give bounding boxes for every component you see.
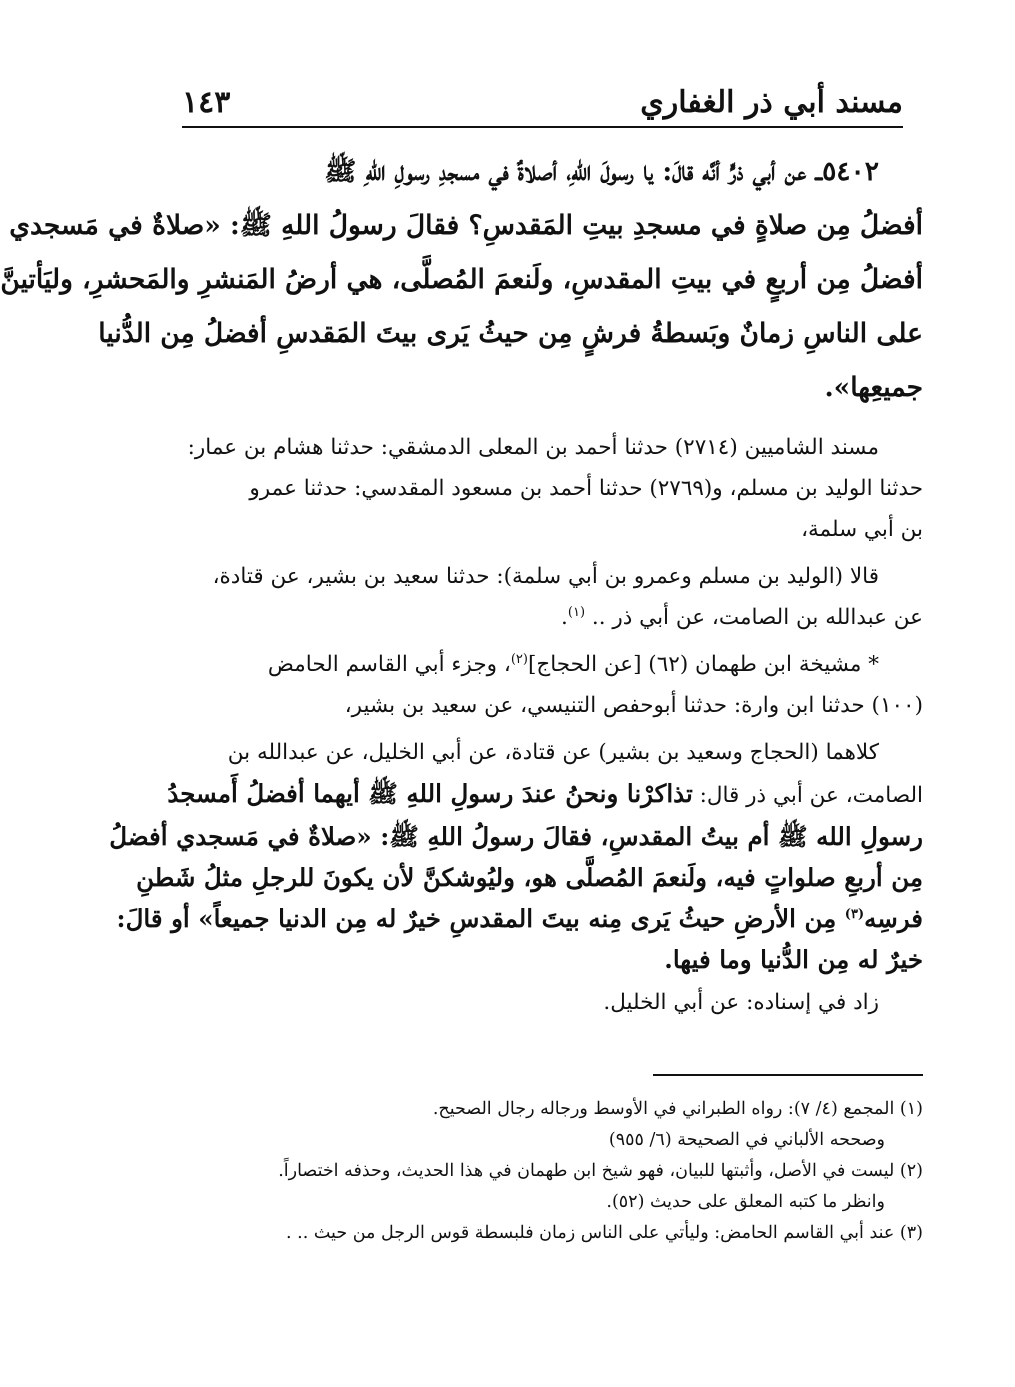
narration-line: كلاهما (الحجاج وسعيد بن بشير) عن قتادة، عن أبي الخليل، عن عبدالله بن	[227, 740, 879, 765]
footnote-2: (٢) ليست في الأصل، وأثبتها للبيان، فهو شيخ ابن طهمان في هذا الحديث، وحذفه اختصاراً.	[278, 1161, 923, 1181]
source-line: حدثنا الوليد بن مسلم، و(٢٧٦٩) حدثنا أحمد بن مسعود المقدسي: حدثنا عمرو	[249, 476, 923, 501]
hadith-line: أفضلُ مِن أربعٍ في بيتِ المقدسِ، ولَنعمَ المُصلَّى، هي أرضُ المَنشرِ والمَحشرِ، وليَأتينَّ	[0, 264, 923, 295]
source-line-text: عن عبدالله بن الصامت، عن أبي ذر ..	[591, 605, 923, 630]
footnote-separator	[653, 1074, 923, 1076]
main-text	[0, 145, 923, 1024]
source-line-text: ، وجزء أبي القاسم الحامض	[267, 652, 511, 677]
hadith-line: جميعِها».	[824, 372, 923, 403]
source-line: بن أبي سلمة،	[801, 517, 923, 542]
source-musnad-shamiyyin	[162, 427, 923, 550]
narration-line	[162, 773, 923, 816]
narration-line: مِن أربعِ صلواتٍ فيه، ولَنعمَ المُصلَّى هو، وليُوشكنَّ لأن يكونَ للرجلِ مثلُ شَطنِ	[136, 863, 923, 892]
footnotes	[150, 1094, 923, 1249]
footnote-ref-1[interactable]: (١)	[567, 604, 586, 620]
narration-line: خيرٌ له مِن الدُّنيا وما فيها.	[664, 945, 923, 974]
running-title: مسند أبي ذر الغفاري	[640, 85, 903, 120]
narration-text: فرسِه	[864, 904, 923, 933]
footnote-ref-2[interactable]: (٢)	[510, 651, 528, 667]
page-number: ١٤٣	[182, 85, 231, 120]
hadith-line: ٥٤٠٢ــ عن أبي ذرٍّ أنَّه قالَ: يا رسولَ اللهِ، أصلاةٌ في مسجدِ رسولِ اللهِ ﷺ	[324, 156, 879, 187]
footnote-ref-3[interactable]: (٣)	[844, 906, 865, 922]
footnote-1-cont: وصححه الألباني في الصحيحة (٦/ ٩٥٥)	[608, 1130, 885, 1150]
source-line	[162, 644, 923, 685]
hadith-line: أفضلُ مِن صلاةٍ في مسجدِ بيتِ المَقدسِ؟ فقالَ رسولُ اللهِ ﷺ: «صلاةٌ في مَسجدي	[9, 210, 923, 241]
source-mashyakha	[162, 644, 923, 726]
narration-line	[116, 898, 923, 939]
narration-line: رسولِ الله ﷺ أم بيتُ المقدسِ، فقالَ رسولُ اللهِ ﷺ: «صلاةٌ في مَسجدي أفضلُ	[109, 822, 923, 851]
isnad-addition: زاد في إسناده: عن أبي الخليل.	[603, 990, 879, 1015]
running-header	[182, 78, 903, 128]
source-line: مسند الشاميين (٢٧١٤) حدثنا أحمد بن المعلى الدمشقي: حدثنا هشام بن عمار:	[187, 435, 879, 460]
source-line: قالا (الوليد بن مسلم وعمرو بن أبي سلمة): حدثنا سعيد بن بشير، عن قتادة،	[212, 564, 879, 589]
footnote-1: (١) المجمع (٤/ ٧): رواه الطبراني في الأوسط ورجاله رجال الصحيح.	[432, 1099, 923, 1119]
source-line: عن عبدالله بن الصامت، عن أبي ذر .. $^{(١)}$.	[561, 604, 923, 630]
source-line-text: * مشيخة ابن طهمان (٦٢) [عن الحجاج]	[527, 652, 879, 677]
narration-matn: تذاكرْنا ونحنُ عندَ رسولِ اللهِ ﷺ أيهما أفضلُ أَمسجدُ	[167, 779, 693, 808]
footnote-3: (٣) عند أبي القاسم الحامض: وليأتي على الناس زمان فلبسطة قوس الرجل من حيث .. .	[286, 1223, 923, 1243]
narration	[109, 732, 923, 980]
source-line: (١٠٠) حدثنا ابن وارة: حدثنا أبوحفص التنيسي، عن سعيد بن بشير،	[344, 693, 923, 718]
source-common-chain	[162, 556, 923, 638]
hadith-5402	[0, 145, 923, 415]
footnote-2-cont: وانظر ما كتبه المعلق على حديث (٥٢).	[606, 1192, 885, 1212]
narration-chain: الصامت، عن أبي ذر قال:	[692, 783, 923, 808]
hadith-line: على الناسِ زمانٌ وبَسطةُ فرشٍ مِن حيثُ يَرى بيتَ المَقدسِ أفضلُ مِن الدُّنيا	[98, 318, 923, 349]
narration-text: مِن الأرضِ حيثُ يَرى مِنه بيتَ المقدسِ خيرٌ له مِن الدنيا جميعاً» أو قالَ:	[116, 904, 845, 933]
